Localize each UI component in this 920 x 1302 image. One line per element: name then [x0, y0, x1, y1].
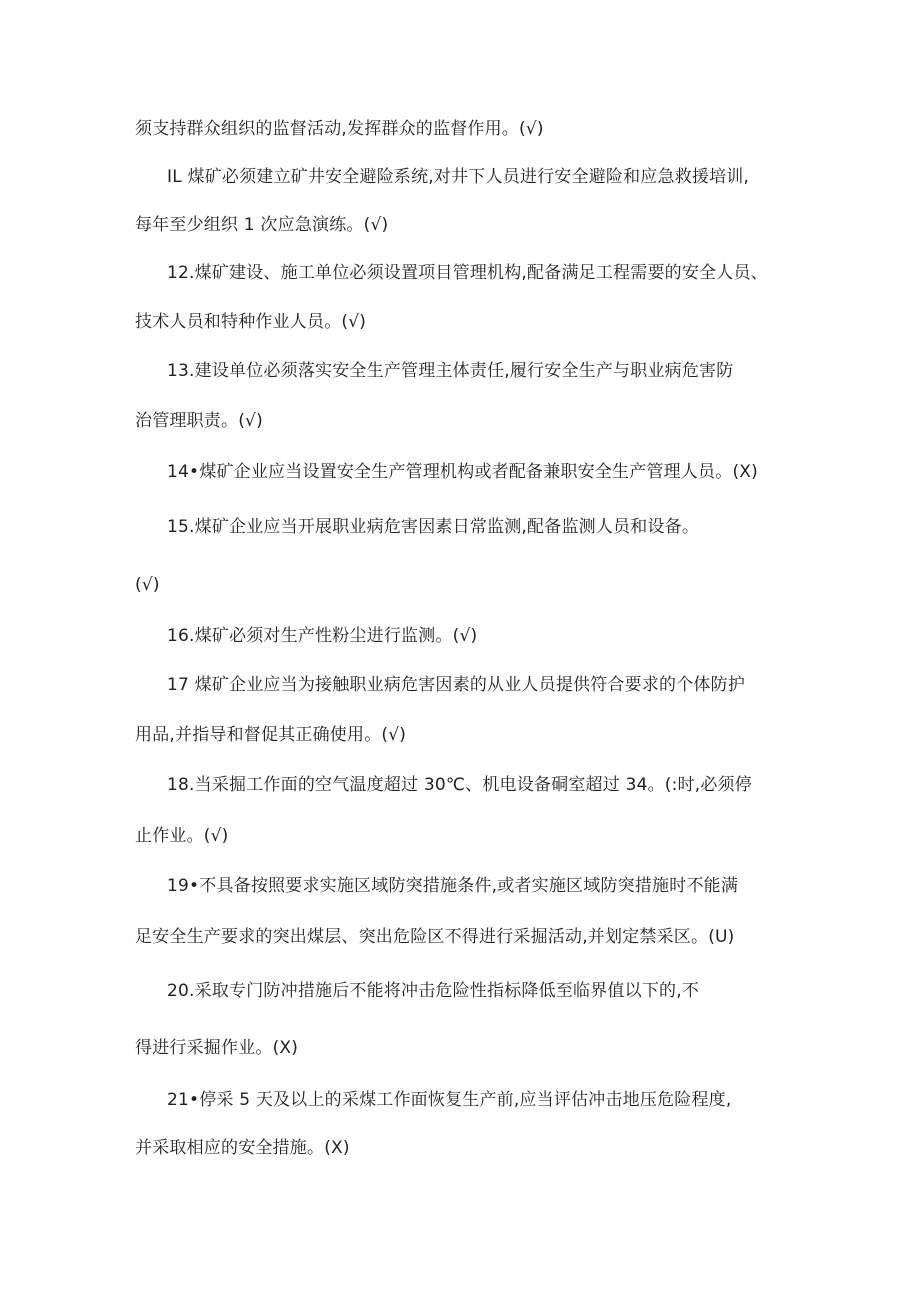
text-line: (√) — [135, 575, 160, 595]
text-line: 21•停采 5 天及以上的采煤工作面恢复生产前,应当评估冲击地压危险程度, — [167, 1090, 732, 1110]
text-line: 14•煤矿企业应当设置安全生产管理机构或者配备兼职安全生产管理人员。(X) — [167, 462, 758, 482]
text-line: 每年至少组织 1 次应急演练。(√) — [135, 215, 389, 235]
text-line: 20.采取专门防冲措施后不能将冲击危险性指标降低至临界值以下的,不 — [167, 981, 700, 1001]
text-line: 用品,并指导和督促其正确使用。(√) — [135, 725, 407, 745]
text-line: 12.煤矿建设、施工单位必须设置项目管理机构,配备满足工程需要的安全人员、 — [167, 263, 768, 283]
text-line: 技术人员和特种作业人员。(√) — [135, 312, 367, 332]
text-line: 18.当采掘工作面的空气温度超过 30℃、机电设备硐室超过 34。(:时,必须停 — [167, 775, 752, 795]
text-line: 13.建设单位必须落实安全生产管理主体责任,履行安全生产与职业病危害防 — [167, 361, 734, 381]
text-line: 止作业。(√) — [135, 826, 229, 846]
text-line: 得进行采掘作业。(X) — [135, 1038, 299, 1058]
text-line: 治管理职责。(√) — [135, 411, 263, 431]
text-line: 足安全生产要求的突出煤层、突出危险区不得进行采掘活动,并划定禁采区。(U) — [135, 927, 735, 947]
text-line: 须支持群众组织的监督活动,发挥群众的监督作用。(√) — [135, 119, 544, 139]
text-line: 19•不具备按照要求实施区域防突措施条件,或者实施区域防突措施时不能满 — [167, 876, 739, 896]
text-line: 16.煤矿必须对生产性粉尘进行监测。(√) — [167, 626, 478, 646]
text-line: 15.煤矿企业应当开展职业病危害因素日常监测,配备监测人员和设备。 — [167, 517, 700, 537]
text-line: IL 煤矿必须建立矿井安全避险系统,对井下人员进行安全避险和应急救援培训, — [167, 167, 750, 187]
text-line: 并采取相应的安全措施。(X) — [135, 1138, 350, 1158]
text-line: 17 煤矿企业应当为接触职业病危害因素的从业人员提供符合要求的个体防护 — [167, 675, 746, 695]
